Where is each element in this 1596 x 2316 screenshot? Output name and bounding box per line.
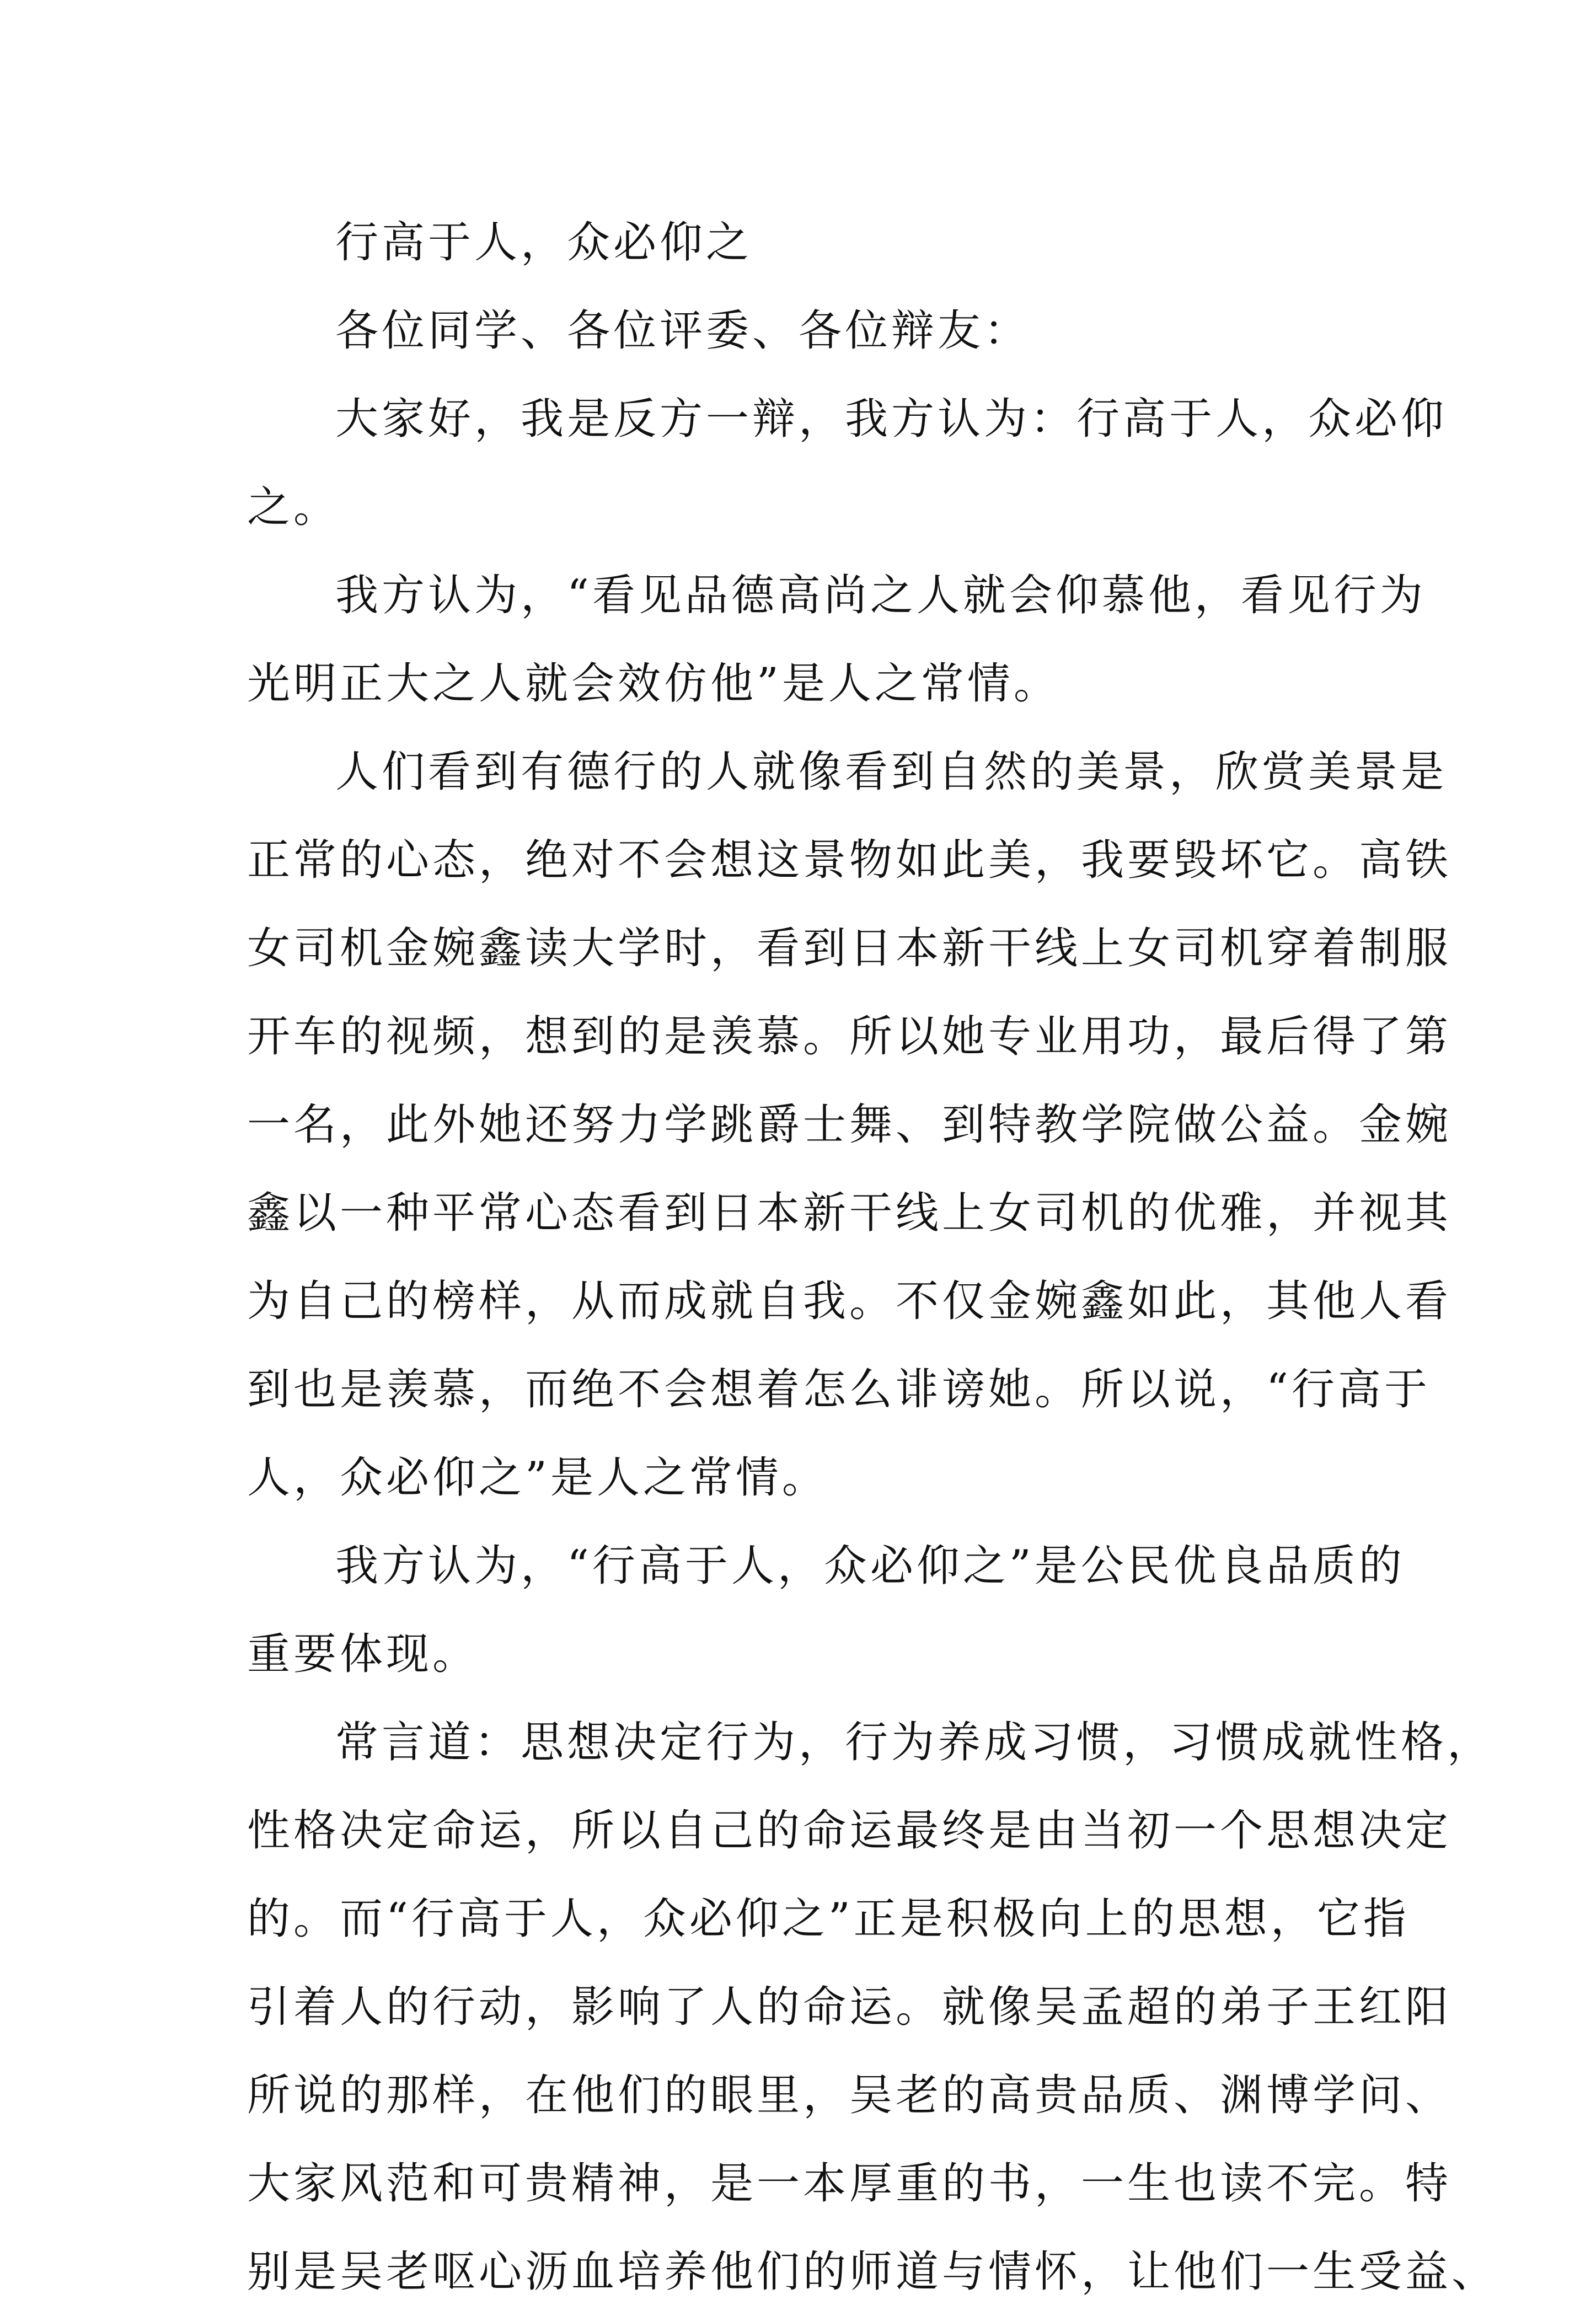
text-line: 重要体现。 [247,1629,479,1679]
text-line: 人们看到有德行的人就像看到自然的美景，欣赏美景是 [335,747,1448,797]
text-line: 人，众必仰之”是人之常情。 [247,1453,828,1503]
text-line: 性格决定命运，所以自己的命运最终是由当初一个思想决定 [247,1806,1452,1856]
text-line: 一名，此外她还努力学跳爵士舞、到特教学院做公益。金婉 [247,1100,1452,1150]
text-line: 大家好，我是反方一辩，我方认为：行高于人，众必仰 [335,394,1448,444]
text-line: 开车的视频，想到的是羡慕。所以她专业用功，最后得了第 [247,1012,1452,1062]
text-line: 所说的那样，在他们的眼里，吴老的高贵品质、渊博学问、 [247,2071,1452,2120]
text-line: 常言道：思想决定行为，行为养成习惯，习惯成就性格， [335,1718,1494,1767]
text-line: 我方认为，“行高于人，众必仰之”是公民优良品质的 [335,1541,1405,1591]
text-line: 大家风范和可贵精神，是一本厚重的书，一生也读不完。特 [247,2159,1452,2208]
text-line: 到也是羡慕，而绝不会想着怎么诽谤她。所以说，“行高于 [247,1365,1431,1414]
text-line: 我方认为，“看见品德高尚之人就会仰慕他，看见行为 [335,571,1426,620]
document-body [247,199,1498,2316]
text-line: 之。 [247,482,340,532]
text-line: 光明正大之人就会效仿他”是人之常情。 [247,659,1060,709]
text-line: 引着人的行动，影响了人的命运。就像吴孟超的弟子王红阳 [247,1982,1452,2032]
text-line: 正常的心态，绝对不会想这景物如此美，我要毁坏它。高铁 [247,835,1452,885]
salutation: 各位同学、各位评委、各位辩友： [335,306,1031,356]
text-line: 鑫以一种平常心态看到日本新干线上女司机的优雅，并视其 [247,1188,1452,1238]
text-line: 别是吴老呕心沥血培养他们的师道与情怀，让他们一生受益、 [247,2247,1498,2297]
text-line: 女司机金婉鑫读大学时，看到日本新干线上女司机穿着制服 [247,924,1452,973]
text-line: 的。而“行高于人，众必仰之”正是积极向上的思想，它指 [247,1894,1410,1944]
text-line: 为自己的榜样，从而成就自我。不仅金婉鑫如此，其他人看 [247,1277,1452,1326]
document-title: 行高于人，众必仰之 [335,218,753,267]
